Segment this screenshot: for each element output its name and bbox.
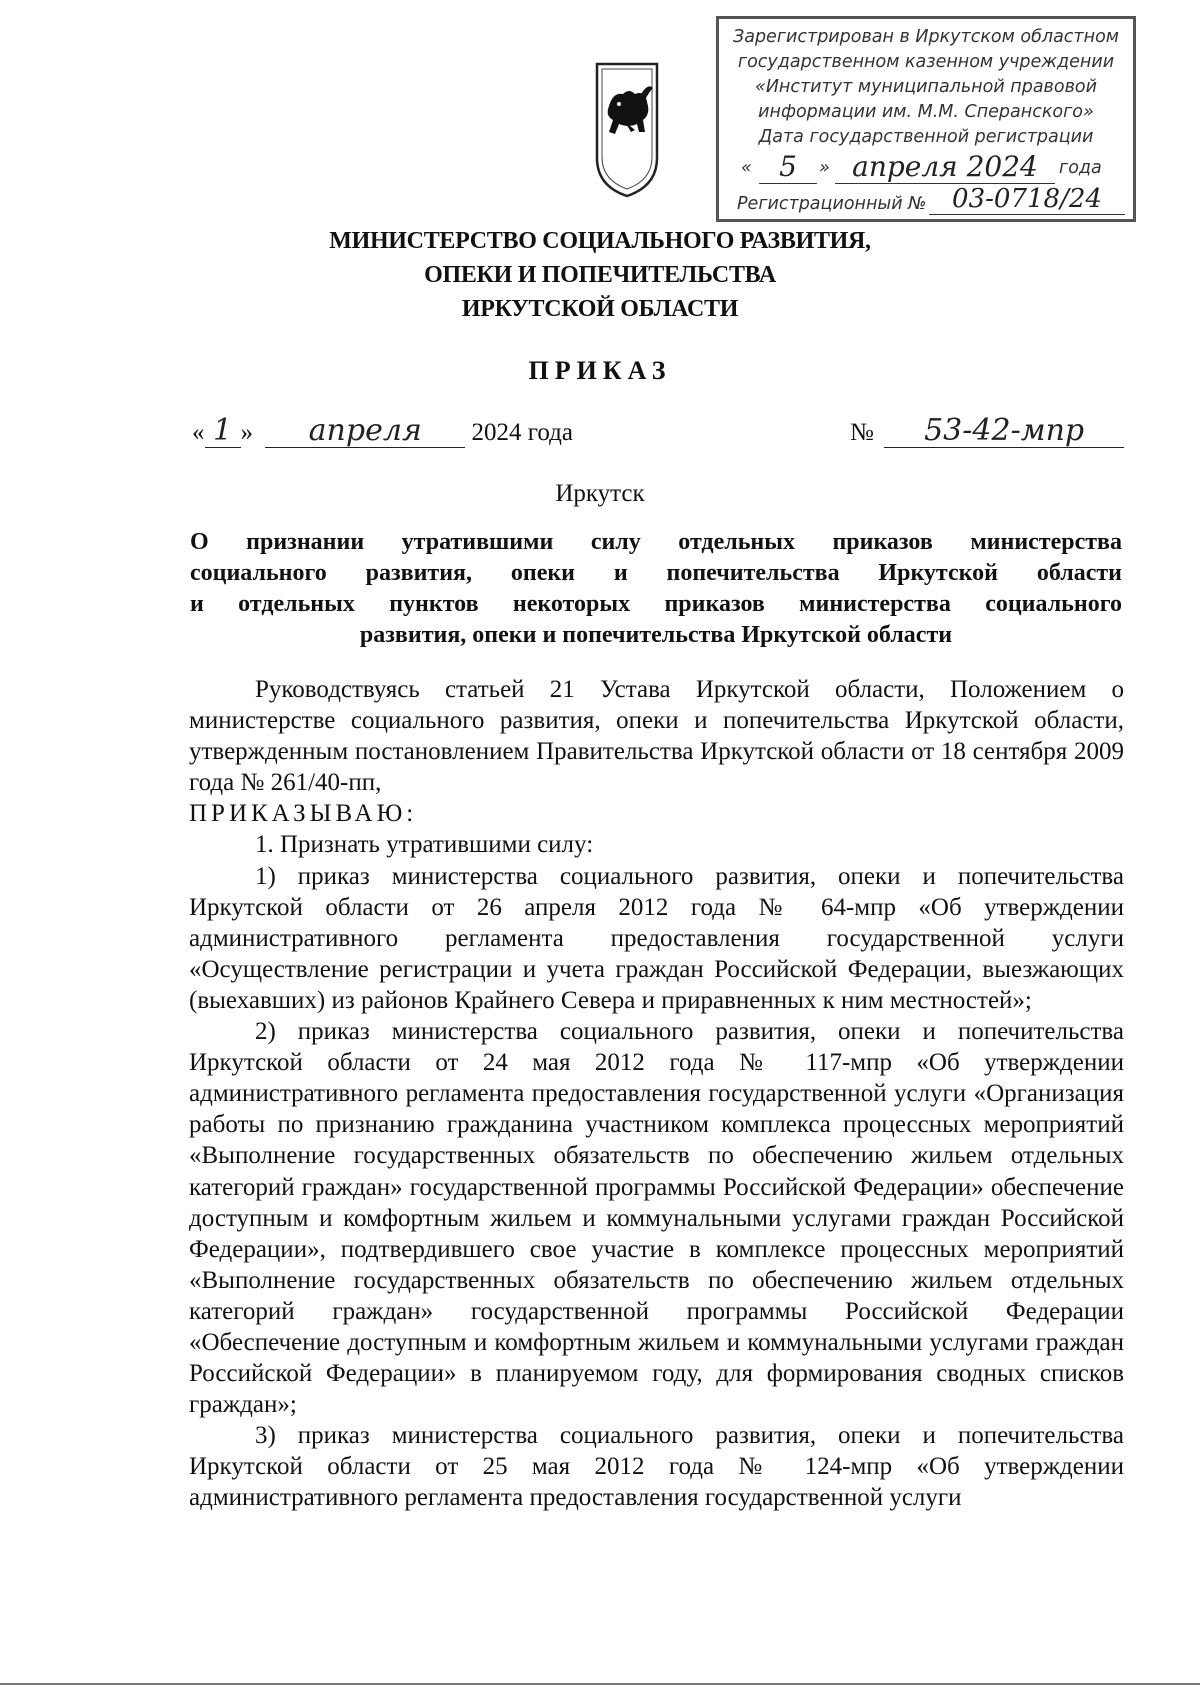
order-date-day: 1 xyxy=(212,413,233,448)
order-body xyxy=(189,674,1124,1514)
item-1: 1. Признать утратившими силу: xyxy=(255,831,594,859)
order-number-label: № xyxy=(850,419,874,446)
order-number-value: 53-42-мпр xyxy=(924,413,1085,448)
stamp-line-2: государственном казенном учреждении xyxy=(737,52,1115,72)
order-date xyxy=(192,413,573,448)
order-number-field xyxy=(884,413,1124,448)
stamp-reg-number: 03-0718/24 xyxy=(929,184,1125,215)
stamp-date-row xyxy=(719,152,1133,186)
sub-item-2: 2) приказ министерства социального развития, опеки и попечительства Иркутской области от 24 мая 2012 года № 117-мпр «Об утверждении административного регламента предоставления государственной услуги «Организация работы по признанию гражданина участником комплекса процессных мероприятий «Выполнение государственных обязательств по обеспечению жильем отдельных категорий граждан» государственной программы Российской Федерации» обеспечение доступным и комфортным жильем и коммунальными услугами граждан Российской Федерации», подтвердившего свое участие в комплексе процессных мероприятий «Выполнение государственных обязательств по обеспечению жильем отдельных категорий граждан» государственной программы Российской Федерации «Обеспечение доступным и комфортным жильем и коммунальными услугами граждан Российской Федерации» в планируемом году, для формирования сводных списков граждан»; xyxy=(189,1018,1124,1419)
stamp-line-1: Зарегистрирован в Иркутском областном xyxy=(733,27,1119,47)
preamble-paragraph: Руководствуясь статьей 21 Устава Иркутской области, Положением о министерстве социального развития, опеки и попечительства Иркутской области, утвержденным постановлением Правительства Иркутской области от 18 сентября 2009 года № 261/40-пп, xyxy=(189,676,1124,797)
subject-line-2: социального развития, опеки и попечительства Иркутской области xyxy=(190,560,1122,586)
stamp-line-3: «Институт муниципальной правовой xyxy=(755,77,1097,97)
order-city: Иркутск xyxy=(555,480,645,507)
coat-of-arms-icon xyxy=(595,62,659,198)
order-subject xyxy=(190,527,1122,651)
org-name-line-3: ИРКУТСКОЙ ОБЛАСТИ xyxy=(461,296,739,322)
sub-item-3: 3) приказ министерства социального развития, опеки и попечительства Иркутской области от 25 мая 2012 года № 124-мпр «Об утверждении административного регламента предоставления государственной услуги xyxy=(189,1422,1124,1512)
order-date-month-field xyxy=(265,413,465,448)
order-date-month: апреля xyxy=(308,413,422,448)
sub-item-1: 1) приказ министерства социального развития, опеки и попечительства Иркутской области от 26 апреля 2012 года № 64-мпр «Об утверждении административного регламента предоставления государственной услуги «Осуществление регистрации и учета граждан Российской Федерации, выезжающих (выехавших) из районов Крайнего Севера и приравненных к ним местностей»; xyxy=(189,862,1124,1014)
stamp-date-month: апреля 2024 xyxy=(835,150,1055,184)
document-type-title: ПРИКАЗ xyxy=(528,356,672,385)
subject-line-3: и отдельных пунктов некоторых приказов министерства социального xyxy=(190,591,1122,617)
subject-line-4: развития, опеки и попечительства Иркутской области xyxy=(359,622,953,648)
stamp-date-open: « xyxy=(741,158,752,178)
order-date-day-field xyxy=(205,413,241,448)
org-name-line-2: ОПЕКИ И ПОПЕЧИТЕЛЬСТВА xyxy=(424,262,776,288)
subject-line-1: О признании утратившими силу отдельных приказов министерства xyxy=(190,529,1122,555)
stamp-date-day: 5 xyxy=(759,150,817,184)
stamp-reg-row xyxy=(719,186,1133,220)
order-number xyxy=(850,413,1124,448)
order-word: ПРИКАЗЫВАЮ: xyxy=(189,800,418,828)
registration-stamp xyxy=(716,16,1136,222)
order-date-open: « xyxy=(192,419,205,446)
order-date-year: 2024 года xyxy=(471,419,573,446)
stamp-line-5: Дата государственной регистрации xyxy=(758,127,1094,147)
stamp-line-4: информации им. М.М. Сперанского» xyxy=(758,102,1094,122)
stamp-reg-label: Регистрационный № xyxy=(737,194,927,214)
page-bottom-edge xyxy=(0,1683,1200,1685)
org-name-line-1: МИНИСТЕРСТВО СОЦИАЛЬНОГО РАЗВИТИЯ, xyxy=(329,228,871,254)
order-date-close: » xyxy=(240,419,253,446)
stamp-date-close: » xyxy=(819,158,830,178)
stamp-date-suffix: года xyxy=(1059,158,1102,178)
